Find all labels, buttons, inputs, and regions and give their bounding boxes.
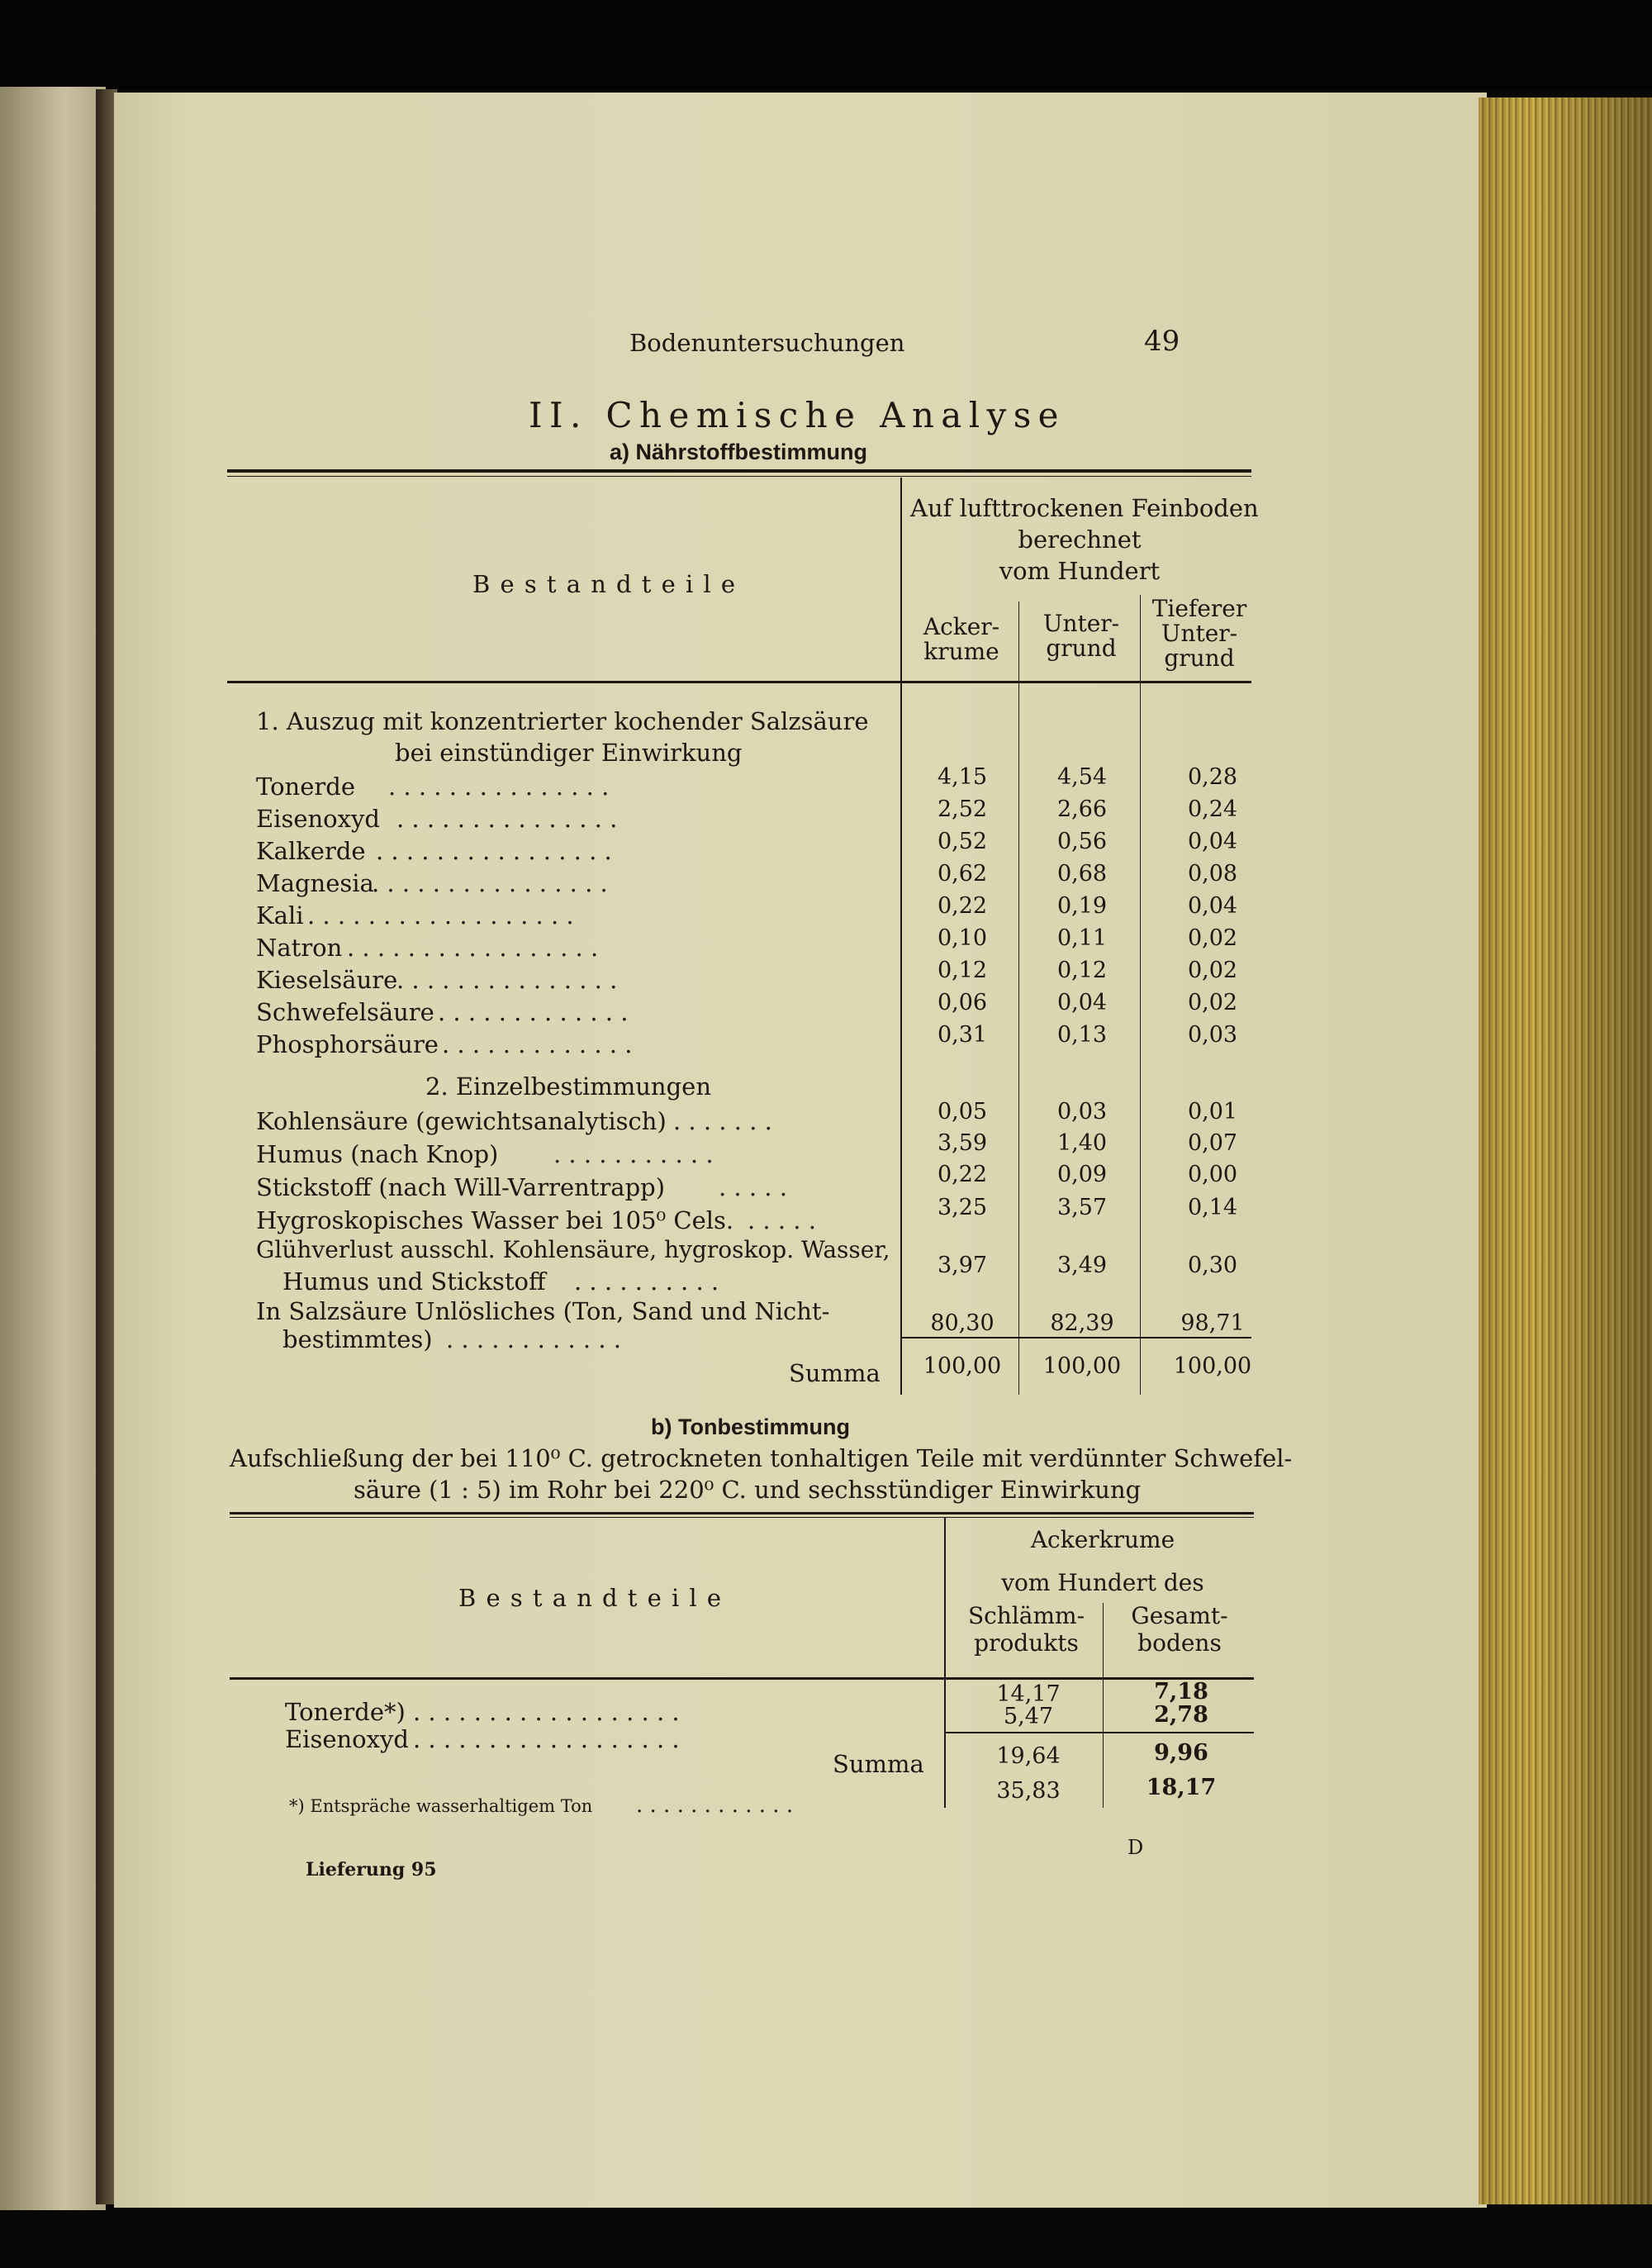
value-cell: 3,97 <box>937 1253 988 1278</box>
leader-dots: . . . . . . . . . . . . . <box>438 998 629 1026</box>
row-label: Eisenoxyd <box>285 1725 409 1753</box>
row-label: Kieselsäure <box>256 966 398 994</box>
value-cell: 0,56 <box>1056 829 1108 854</box>
value-cell: 3,59 <box>937 1130 988 1156</box>
leader-dots: . . . . . . . . . . . . . . . <box>396 805 618 833</box>
signature-mark: D <box>1127 1836 1144 1859</box>
value-cell: 0,12 <box>937 958 988 983</box>
page-block-edge <box>1479 97 1652 2204</box>
value-cell: 0,07 <box>1187 1130 1238 1156</box>
footnote-value: 18,17 <box>1146 1775 1217 1800</box>
value-cell: 0,14 <box>1187 1195 1238 1220</box>
table1-divider-main <box>900 478 902 1395</box>
value-cell: 0,10 <box>937 925 988 951</box>
table2-header-rule <box>230 1677 1254 1680</box>
table2-sum-label: Summa <box>833 1750 924 1778</box>
value-cell: 0,02 <box>1187 925 1238 951</box>
value-cell: 0,24 <box>1187 796 1238 822</box>
row-label: Glühverlust ausschl. Kohlensäure, hygroskop. Wasser, <box>256 1236 890 1263</box>
row-label: Kohlensäure (gewichtsanalytisch) <box>256 1107 667 1135</box>
table1-group-header-2: berechnet <box>1018 525 1142 554</box>
value-cell: 0,03 <box>1187 1022 1238 1048</box>
delivery-note: Lieferung 95 <box>306 1859 437 1880</box>
row-label: Natron <box>256 934 343 962</box>
value-cell: 0,62 <box>937 861 988 887</box>
leader-dots: . . . . . <box>748 1206 816 1234</box>
table2-description-line1: Aufschließung der bei 110⁰ C. getrockneten tonhaltigen Teile mit verdünnter Schwefel- <box>230 1444 1293 1472</box>
leader-dots: . . . . . . . . . . <box>574 1267 719 1296</box>
table1-sum-label: Summa <box>789 1359 881 1387</box>
row-label: Kalkerde <box>256 837 366 865</box>
row-label: Stickstoff (nach Will-Varrentrapp) <box>256 1173 666 1201</box>
subtitle-a: a) Nährstoffbestimmung <box>610 440 868 464</box>
table2-col1-header-l2: produkts <box>974 1629 1079 1657</box>
table2-sum-value: 9,96 <box>1154 1740 1208 1766</box>
value-cell: 0,12 <box>1056 958 1108 983</box>
table1-sum-value: 100,00 <box>923 1353 1002 1379</box>
value-cell: 0,19 <box>1056 893 1108 919</box>
table1-col3-header-l3: grund <box>1164 644 1235 672</box>
value-cell: 0,52 <box>937 829 988 854</box>
value-cell: 3,57 <box>1056 1195 1108 1220</box>
value-cell: 3,49 <box>1056 1253 1108 1278</box>
value-cell: 4,54 <box>1056 764 1108 790</box>
value-cell: 0,30 <box>1187 1253 1238 1278</box>
value-cell: 0,02 <box>1187 990 1238 1015</box>
value-cell: 80,30 <box>930 1310 995 1336</box>
value-cell: 0,04 <box>1187 829 1238 854</box>
value-cell: 0,02 <box>1187 958 1238 983</box>
table1-col3-header-l2: Unter- <box>1161 620 1238 647</box>
group1-title-line2: bei einstündiger Einwirkung <box>395 739 743 767</box>
value-cell: 0,22 <box>937 893 988 919</box>
table1-col-header-left: Bestandteile <box>472 570 746 598</box>
table1-group-header-1: Auf lufttrockenen Feinboden <box>910 494 1259 522</box>
row-label: Tonerde*) <box>285 1698 406 1726</box>
table1-col3-header-l1: Tieferer <box>1151 595 1247 622</box>
table1-group-header-3: vom Hundert <box>999 557 1161 585</box>
scan-background <box>0 0 1652 91</box>
section-title: II. Chemische Analyse <box>529 395 1066 435</box>
leader-dots: . . . . . . . . . . . . . . . . <box>376 837 612 865</box>
group1-title-line1: 1. Auszug mit konzentrierter kochender Salzsäure <box>256 707 869 735</box>
value-cell: 5,47 <box>1003 1704 1054 1729</box>
value-cell: 0,09 <box>1056 1162 1108 1187</box>
table1-col2-header-l1: Unter- <box>1042 610 1120 637</box>
table2-divider-main <box>944 1517 946 1808</box>
table1-top-rule-thin <box>227 476 1251 477</box>
leader-dots: . . . . . . . . . . . . . . . . . <box>347 934 599 962</box>
leader-dots: . . . . . <box>719 1173 787 1201</box>
table2-top-rule <box>230 1512 1254 1514</box>
table1-col2-header-l2: grund <box>1046 635 1117 662</box>
row-label: Eisenoxyd <box>256 805 380 833</box>
value-cell: 0,68 <box>1056 861 1108 887</box>
table2-col2-header-l1: Gesamt- <box>1131 1602 1228 1629</box>
table1-col1-header-l2: krume <box>923 638 999 665</box>
value-cell: 0,11 <box>1056 925 1108 951</box>
value-cell: 0,05 <box>937 1099 988 1124</box>
value-cell: 0,03 <box>1056 1099 1108 1124</box>
value-cell: 7,18 <box>1154 1679 1208 1705</box>
table2-sum-rule <box>946 1732 1254 1733</box>
row-label: In Salzsäure Unlösliches (Ton, Sand und Nicht- <box>256 1297 830 1325</box>
table1-header-rule <box>227 681 1251 683</box>
value-cell: 0,13 <box>1056 1022 1108 1048</box>
value-cell: 82,39 <box>1050 1310 1114 1336</box>
value-cell: 0,28 <box>1187 764 1238 790</box>
table1-divider-col1 <box>1018 601 1019 1395</box>
footnote-value: 35,83 <box>996 1778 1061 1804</box>
leader-dots: . . . . . . . . . . . . <box>446 1325 622 1353</box>
value-cell: 14,17 <box>996 1681 1061 1707</box>
group2-title: 2. Einzelbestimmungen <box>425 1072 712 1101</box>
table2-col1-header-l1: Schlämm- <box>967 1602 1085 1629</box>
table1-sum-rule <box>900 1337 1251 1338</box>
leader-dots: . . . . . . . . . . . . . <box>442 1030 633 1058</box>
table2-col2-header-l2: bodens <box>1137 1629 1222 1657</box>
leader-dots: . . . . . . . <box>673 1107 772 1135</box>
leader-dots: . . . . . . . . . . . . . . . . . . <box>307 901 574 930</box>
value-cell: 0,06 <box>937 990 988 1015</box>
value-cell: 1,40 <box>1056 1130 1108 1156</box>
value-cell: 0,01 <box>1187 1099 1238 1124</box>
page-number: 49 <box>1144 325 1180 358</box>
row-label: Schwefelsäure <box>256 998 434 1026</box>
leader-dots: . . . . . . . . . . . <box>553 1140 714 1168</box>
table1-sum-value: 100,00 <box>1173 1353 1252 1379</box>
table2-divider-col <box>1103 1603 1104 1808</box>
value-cell: 2,78 <box>1154 1702 1208 1728</box>
table2-group-header: Ackerkrume <box>1030 1526 1175 1553</box>
value-cell: 0,22 <box>937 1162 988 1187</box>
table1-col1-header-l1: Acker- <box>923 613 1000 640</box>
footnote: *) Entspräche wasserhaltigem Ton <box>289 1796 593 1816</box>
value-cell: 3,25 <box>937 1195 988 1220</box>
value-cell: 2,52 <box>937 796 988 822</box>
table1-divider-col2 <box>1140 595 1141 1395</box>
value-cell: 0,00 <box>1187 1162 1238 1187</box>
table2-sum-value: 19,64 <box>996 1743 1061 1769</box>
row-label-cont: Humus und Stickstoff <box>282 1267 546 1296</box>
row-label: Tonerde <box>256 773 355 801</box>
row-label-cont: bestimmtes) <box>282 1325 433 1353</box>
table2-top-rule-thin <box>230 1517 1254 1518</box>
leader-dots: . . . . . . . . . . . . . . . . <box>372 869 608 897</box>
leader-dots: . . . . . . . . . . . . . . . <box>388 773 610 801</box>
value-cell: 0,04 <box>1187 893 1238 919</box>
value-cell: 0,31 <box>937 1022 988 1048</box>
table1-top-rule <box>227 469 1251 473</box>
table1-sum-value: 100,00 <box>1042 1353 1122 1379</box>
running-title: Bodenuntersuchungen <box>629 329 905 357</box>
row-label: Hygroskopisches Wasser bei 105⁰ Cels. <box>256 1206 734 1234</box>
row-label: Kali <box>256 901 304 930</box>
facing-page-edge <box>0 87 106 2210</box>
table2-col-header-left: Bestandteile <box>458 1584 732 1612</box>
table2-sub-header: vom Hundert des <box>1001 1569 1204 1596</box>
subtitle-b: b) Tonbestimmung <box>651 1415 850 1439</box>
value-cell: 98,71 <box>1180 1310 1245 1336</box>
value-cell: 2,66 <box>1056 796 1108 822</box>
row-label: Humus (nach Knop) <box>256 1140 499 1168</box>
row-label: Magnesia <box>256 869 374 897</box>
leader-dots: . . . . . . . . . . . . <box>636 1793 794 1818</box>
value-cell: 0,04 <box>1056 990 1108 1015</box>
leader-dots: . . . . . . . . . . . . . . . <box>396 966 618 994</box>
leader-dots: . . . . . . . . . . . . . . . . . . <box>413 1725 680 1753</box>
table2-description-line2: säure (1 : 5) im Rohr bei 220⁰ C. und sechsstündiger Einwirkung <box>354 1476 1142 1504</box>
leader-dots: . . . . . . . . . . . . . . . . . . <box>413 1698 680 1726</box>
value-cell: 4,15 <box>937 764 988 790</box>
value-cell: 0,08 <box>1187 861 1238 887</box>
row-label: Phosphorsäure <box>256 1030 439 1058</box>
